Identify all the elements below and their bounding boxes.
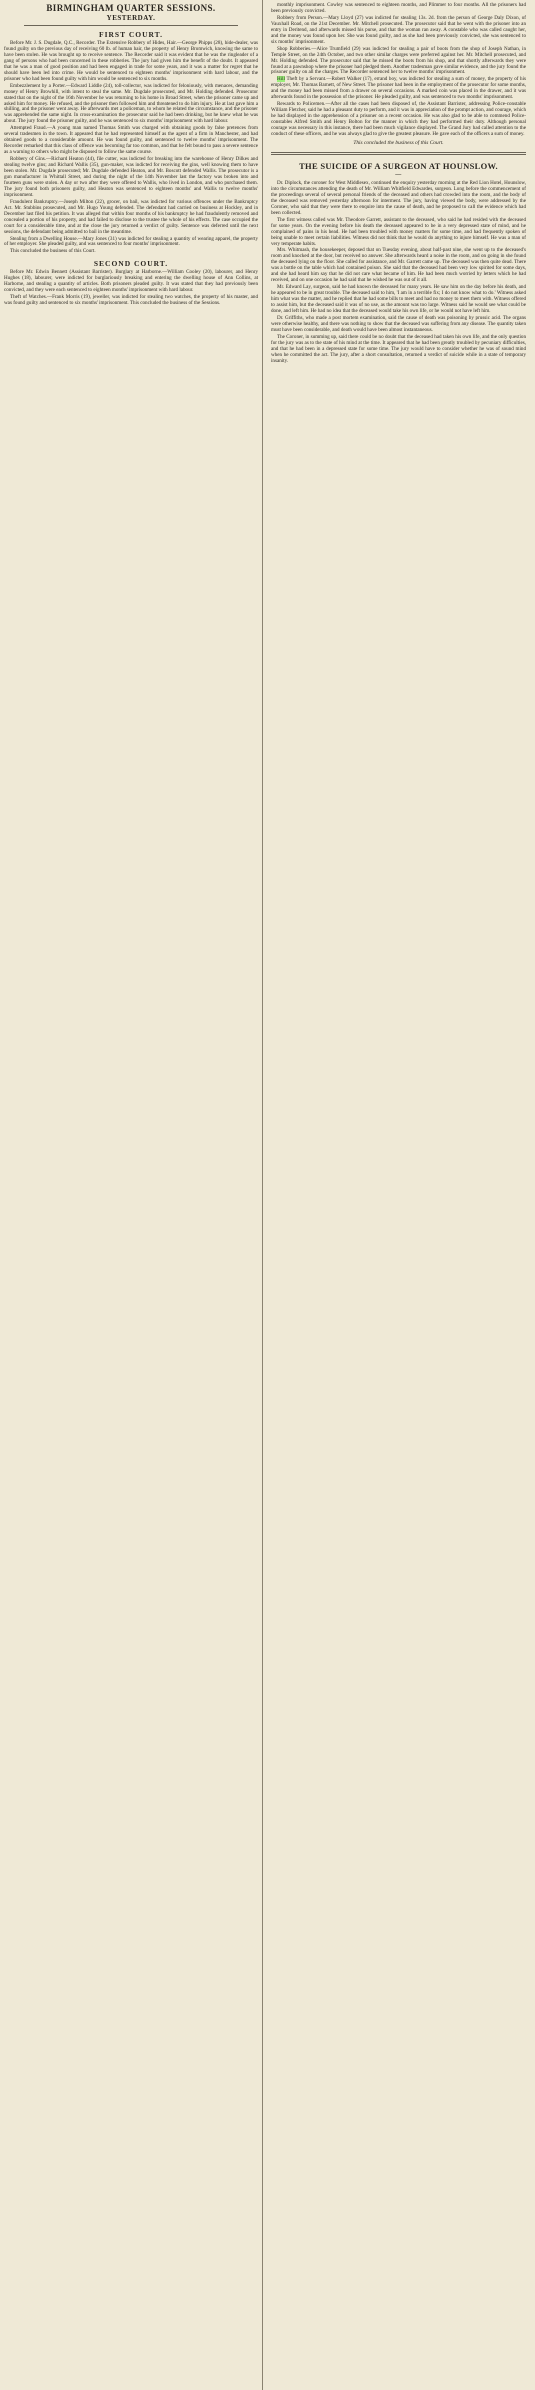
paragraph: Attempted Fraud.—A young man named Thomas Smith was charged with obtaining goods by false pretences from several tradesmen in the town. It appeared that he had represented himself as the agent of a firm in Manchester, and had obtained goods to a considerable amount. He was found guilty, and sentenced to twelve months' imprisonment. The Recorder remarked that this class of offence was becoming far too common, and that he felt bound to pass a severe sentence as a warning to others who might be disposed to follow the same course.: [4, 125, 258, 156]
paragraph: monthly imprisonment. Cowley was sentenced to eighteen months, and Plimmer to four months. All the prisoners had been previously convicted.: [271, 2, 526, 14]
paragraph-rest: Theft by a Servant.—Robert Walker (17), errand boy, was indicted for stealing a sum of money, the property of his employer, Mr. Thomas Barnett, of New Street. The prisoner had been in the employment of the prosecutor for some months, and the money had been missed from a drawer on several occasions. A marked coin was placed in the drawer, and it was afterwards found in the possession of the prisoner. He pleaded guilty, and was sentenced to two months' imprisonment.: [271, 76, 527, 101]
right-column: [267, 0, 530, 2390]
first-court-heading: FIRST COURT.: [99, 30, 163, 39]
divider: [24, 25, 238, 26]
paragraph: Dr. Diplock, the coroner for West Middlesex, continued the enquiry yesterday morning at the Red Lion Hotel, Hounslow, into the circumstances attending the death of Mr. William Whitfield Edwardes, surgeon. Long before the commencement of the proceedings several of several personal friends of the deceased and others had crowded into the room, and the body of the deceased was removed yesterday afternoon for interment. The jury, having viewed the body, were addressed by the Coroner, who said that they were there to enquire into the cause of death, and he proposed to call the evidence which had been collected.: [271, 179, 526, 216]
left-column: [0, 0, 263, 2390]
paragraph: Before Mr. J. S. Dugdale, Q.C., Recorder. The Extensive Robbery of Hides, Hair.—George Phipps (28), hide-dealer, was found guilty on the previous day of receiving 60 lb. of human hair, the property of Henry Bromwich, knowing the same to have been stolen. He was brought up to receive sentence. The Recorder said it was evident that he was the ringleader of a gang of persons who had been concerned in these robberies. The jury had given him the benefit of the doubt. It appeared that he was a man of good position and had been engaged in trade for some years, and it was a matter for regret that he should have been led into crime. He would be sentenced to eighteen months' imprisonment with hard labour, and the prisoner who had been found guilty with him would be sentenced to six months.: [4, 40, 258, 82]
paragraph: This concluded the business of this Court.: [10, 248, 96, 255]
paragraph: Robbery from Person.—Mary Lloyd (27) was indicted for stealing 13s. 2d. from the person of George Daly Dixon, of Vauxhall Road, on the 21st December. Mr. Mitchell prosecuted. The prosecutor said that he went with the prisoner into an entry in Deritend, and afterwards missed his purse, and that the woman ran away. A constable who was called caught her, and the money was found upon her. She was found guilty, and as she had been previously convicted, she was sentenced to six months' imprisonment.: [271, 14, 526, 45]
paragraph: Theft of Watches.—Frank Morris (19), jeweller, was indicted for stealing two watches, the property of his master, and was found guilty and sentenced to six months' imprisonment. This concluded the business of the Sessions.: [4, 294, 258, 307]
article-subtitle-yesterday: YESTERDAY.: [106, 14, 156, 22]
paragraph: Rewards to Policemen.—After all the cases had been disposed of, the Assistant Barrister, addressing Police-constable William Fletcher, said he had a pleasant duty to perform, and it was in appreciation of the prompt action, and courage, which he had displayed in the apprehension of a prisoner on a recent occasion. He was also glad to be able to commend Police-constables Alfred Smith and Henry Bolton for the manner in which they had performed their duty. Although personal courage was necessary in this instance, there had been much vigilance displayed. The Grand Jury had called attention to the conduct of these officers, and he was always glad to give the greatest pleasure. He gave each of the officers a sum of money.: [271, 101, 526, 138]
paragraph-with-highlight: [271, 77, 526, 101]
paragraph: Shop Robberies.—Alice Trumfield (29) was indicted for stealing a pair of boots from the shop of Joseph Nathan, in Temple Street, on the 24th October, and two other similar charges were preferred against her. Mr. Mitchell prosecuted, and Mr. Holding defended. The prosecutor said that he missed the boots from his shop, and that shortly afterwards they were found at a pawnshop where the prisoner had pledged them. Another tradesman gave similar evidence, and the jury found the prisoner guilty on all the charges. The Recorder sentenced her to twelve months' imprisonment.: [271, 45, 526, 76]
article-title-sessions: BIRMINGHAM QUARTER SESSIONS.: [46, 3, 216, 13]
paragraph: Before Mr. Edwin Bennett (Assistant Barrister). Burglary at Harborne.—William Cooley (20), labourer, and Henry Hughes (18), labourer, were indicted for burglariously breaking and entering the dwelling house of Ann Collins, at Harborne, and stealing a quantity of articles. Both prisoners pleaded guilty. It was stated that they had previously been convicted, and they were each sentenced to eighteen months' imprisonment with hard labour.: [4, 269, 258, 294]
paragraph: Fraudulent Bankruptcy.—Joseph Milton (22), grocer, on bail, was indicted for various offences under the Bankruptcy Act. Mr. Stubbins prosecuted, and Mr. Hugo Young defended. The defendant had carried on business at Hockley, and in December last filed his petition. It was alleged that within four months of his bankruptcy he had fraudulently removed and concealed a portion of his property, and had failed to disclose to the trustee the whole of his effects. The case occupied the court for a considerable time, and at the close the jury returned a verdict of guilty. Sentence was deferred until the next sessions, the defendant being admitted to bail in the meantime.: [4, 198, 258, 235]
paragraph: Stealing from a Dwelling House.—Mary Jones (31) was indicted for stealing a quantity of wearing apparel, the property of her employer. She pleaded guilty, and was sentenced to four months' imprisonment.: [4, 235, 258, 248]
paragraph: Mrs. Whitmash, the housekeeper, deposed that on Tuesday evening, about half-past nine, she went up to the deceased's room and knocked at the door, but received no answer. She afterwards heard a noise in the room, and on going in she found the deceased lying on the floor. She called for assistance, and Mr. Garrett came up. The deceased was then quite dead. There was a bottle on the table which had contained poison. She said that the deceased had been very low spirited for some days, and she had heard him say that he did not care what became of him. He had been much worried by letters which he had received, and on one occasion he had said that he wished he was out of it all.: [271, 247, 526, 284]
paragraph: The first witness called was Mr. Theodore Garrett, assistant to the deceased, who said he had resided with the deceased for some years. On the evening before his death the deceased appeared to be in a very depressed state of mind, and he complained of pains in his head. He had been troubled with money matters for some time, and had frequently spoken of being unable to meet certain liabilities. Witness did not think that he would do anything to injure himself. He was a man of very temperate habits.: [271, 216, 526, 247]
article-title-suicide: THE SUICIDE OF A SURGEON AT HOUNSLOW.: [299, 160, 498, 171]
paragraph: The Coroner, in summing up, said there could be no doubt that the deceased had taken his own life, and the only question for the jury was as to the state of his mind at the time. It appeared that he had been greatly troubled by pecuniary difficulties, and that he had been in a depressed state for some time. The jury would have to consider whether he was of sound mind when he committed the act. The jury, after a short consultation, returned a verdict of suicide while in a state of temporary insanity.: [271, 333, 526, 364]
paragraph: Embezzlement by a Porter.—Edward Liddle (24), toll-collector, was indicted for feloniously, with menaces, demanding money of Henry Browhill, with intent to steal the same. Mr. Dugdale prosecuted, and Mr. Holding defended. Prosecutor stated that on the night of the 16th November he was returning to his home in Broad Street, when the prisoner came up and asked him for money. He refused, and the prisoner then followed him and threatened to do him injury. He at last gave him a shilling, and the prisoner went away. He afterwards met a policeman, to whom he related the circumstance, and the prisoner was apprehended the same night. In cross-examination the prosecutor said he had been drinking, but he knew what he was about. The jury found the prisoner guilty, and he was sentenced to six months' imprisonment with hard labour.: [4, 82, 258, 125]
double-divider: [271, 152, 526, 155]
highlighted-word: Hill: [277, 76, 285, 83]
article-subtitle: —: [395, 171, 402, 178]
court-concluded: This concluded the business of this Court.: [353, 139, 444, 146]
paragraph: Robbery of Gins.—Richard Heaton (44), file cutter, was indicted for breaking into the warehouse of Henry Dilkes and stealing twelve gins; and Richard Wallis (35), gun-maker, was indicted for receiving the gins, well knowing them to have been stolen. Mr. Dugdale prosecuted; Mr. Dugdale defended Heaton, and Mr. Boscott defended Wallis. The prosecutor is a gun manufacturer in Whittall Street, and during the night of the 14th November last the factory was broken into and fourteen guns were stolen. A day or two after they were offered to Wallis, who lived in London, and who purchased them. The jury found both prisoners guilty, and Heaton was sentenced to eighteen months' and Wallis to twelve months' imprisonment.: [4, 156, 258, 198]
paragraph: Dr. Griffiths, who made a post mortem examination, said the cause of death was poisoning by prussic acid. The organs were otherwise healthy, and there was nothing to show that the deceased was suffering from any disease. The quantity taken must have been considerable, and death would have been almost instantaneous.: [271, 314, 526, 333]
paragraph: Mr. Edward Lay, surgeon, said he had known the deceased for many years. He saw him on the day before his death, and he appeared to be in great trouble. The deceased said to him, 'I am in a terrible fix; I do not know what to do.' Witness asked him what was the matter, and he replied that he had some bills to meet and had no money to meet them with. Witness offered to assist him, but the deceased said it was of no use, as the amount was too large. Witness said he would see what could be done, and left him. He had no idea that the deceased would take his own life, or he would not have left him.: [271, 284, 526, 314]
second-court-heading: SECOND COURT.: [93, 259, 169, 269]
